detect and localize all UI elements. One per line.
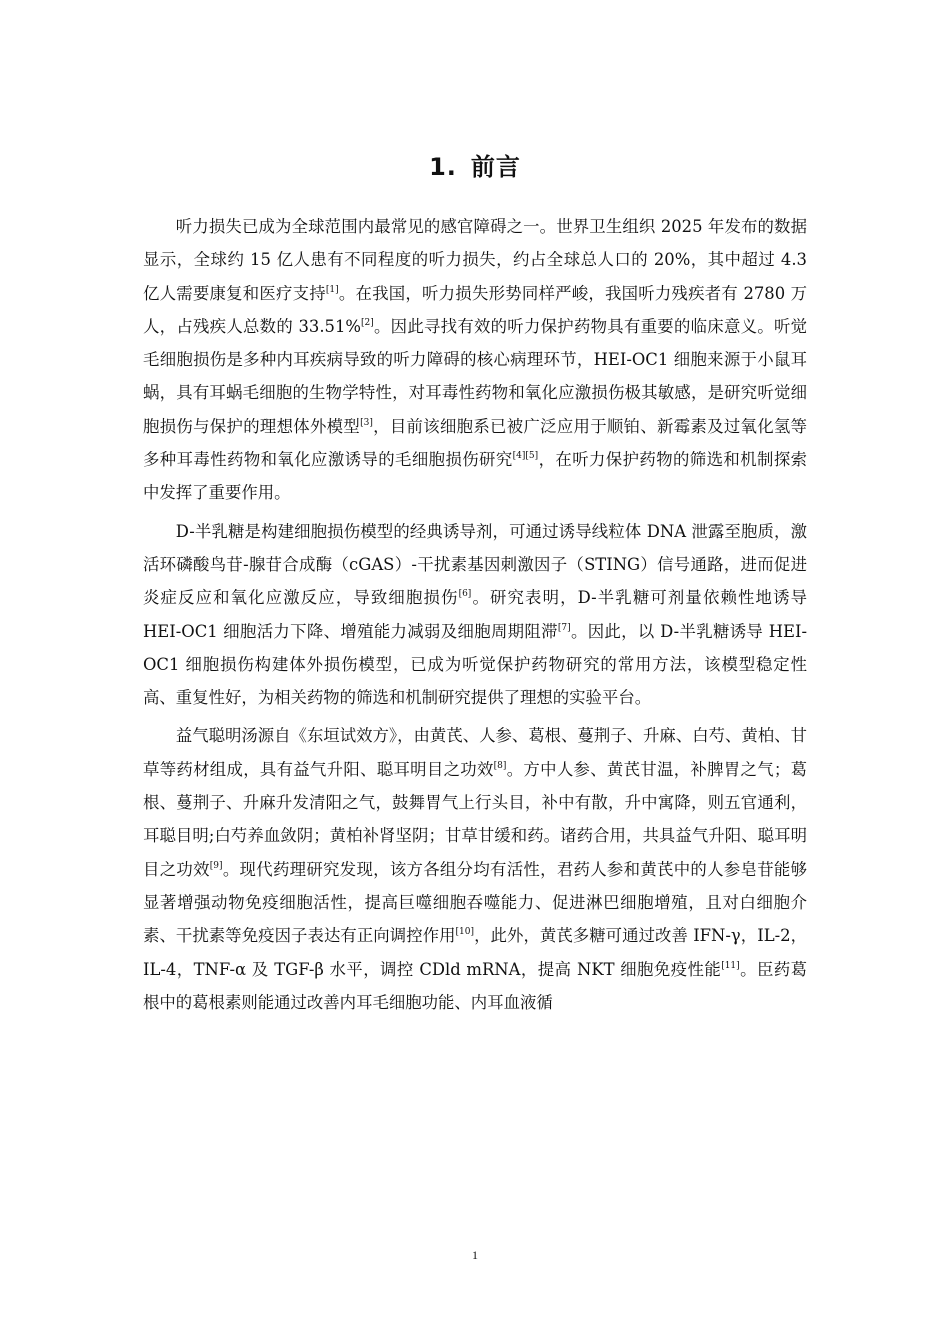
paragraph-text: 。因此，以 D-半乳糖诱导 HEI-OC1 细胞损伤构建体外损伤模型，已成为听觉保护药物研究的常用方法，该模型稳定性高、重复性好，为相关药物的筛选和机制研究提供了理想的实验平台。	[143, 621, 807, 708]
paragraph-text: 。因此寻找有效的听力保护药物具有重要的临床意义。听觉毛细胞损伤是多种内耳疾病导致的听力障碍的核心病理环节，HEI-OC1 细胞来源于小鼠耳蜗，具有耳蜗毛细胞的生物学特性，对耳毒性药物和氧化应激损伤极其敏感，是研究听觉细胞损伤与保护的理想体外模型	[143, 316, 807, 436]
citation-ref: [11]	[721, 960, 740, 971]
paragraph-text: 听力损失已成为全球范围内最常见的感官障碍之一。世界卫生组织 2025 年发布的数据显示，全球约 15 亿人患有不同程度的听力损失，约占全球总人口的 20%，其中超过 4.3 亿人需要康复和医疗支持	[143, 217, 807, 303]
section-number: 1.	[429, 153, 457, 181]
citation-ref: [9]	[209, 860, 223, 871]
citation-ref: [8]	[493, 760, 507, 771]
citation-ref: [6]	[458, 589, 472, 600]
body-text	[143, 210, 807, 1024]
citation-ref: [3]	[360, 417, 373, 428]
paragraph	[143, 210, 807, 510]
section-title: 前言	[470, 153, 521, 181]
paragraph-text: ，目前该细胞系已被广泛应用于顺铂、新霉素及过氧化氢等多种耳毒性药物和氧化应激诱导的毛细胞损伤研究	[143, 416, 808, 470]
paragraph-text: 。臣药葛根中的葛根素则能通过改善内耳毛细胞功能、内耳血液循	[143, 959, 807, 1012]
paragraph-text: ，在听力保护药物的筛选和机制探索中发挥了重要作用。	[143, 450, 808, 503]
citation-ref: [4][5]	[512, 451, 539, 462]
paragraph-text: 。在我国，听力损失形势同样严峻，我国听力残疾者有 2780 万人，占残疾人总数的 33.51%	[143, 283, 807, 336]
paragraph-text: ，此外，黄芪多糖可通过改善 IFN-γ，IL-2，IL-4，TNF-α 及 TGF-β 水平，调控 CDld mRNA，提高 NKT 细胞免疫性能	[143, 926, 808, 979]
paragraph-text: D-半乳糖是构建细胞损伤模型的经典诱导剂，可通过诱导线粒体 DNA 泄露至胞质，激活环磷酸鸟苷-腺苷合成酶（cGAS）-干扰素基因刺激因子（STING）信号通路，进而促进炎症反应和氧化应激反应，导致细胞损伤	[143, 521, 807, 608]
paragraph-text: 。现代药理研究发现，该方各组分均有活性，君药人参和黄芪中的人参皂苷能够显著增强动物免疫细胞活性，提高巨噬细胞吞噬能力、促进淋巴细胞增殖，且对白细胞介素、干扰素等免疫因子表达有正向调控作用	[143, 859, 807, 946]
paragraph	[143, 515, 807, 715]
page-number: 1	[472, 1248, 478, 1262]
paragraph-text: 。研究表明，D-半乳糖可剂量依赖性地诱导 HEI-OC1 细胞活力下降、增殖能力减弱及细胞周期阻滞	[143, 588, 807, 641]
section-heading	[0, 150, 950, 184]
paragraph-text: 。方中人参、黄芪甘温，补脾胃之气；葛根、蔓荆子、升麻升发清阳之气，鼓舞胃气上行头目，补中有散，升中寓降，则五官通利，耳聪目明;白芍养血敛阴；黄柏补肾坚阴；甘草甘缓和药。诸药合用，共具益气升阳、聪耳明目之功效	[143, 759, 807, 879]
paragraph-text: 益气聪明汤源自《东垣试效方》，由黄芪、人参、葛根、蔓荆子、升麻、白芍、黄柏、甘草等药材组成，具有益气升阳、聪耳明目之功效	[143, 726, 807, 779]
citation-ref: [2]	[360, 317, 374, 328]
citation-ref: [1]	[325, 284, 339, 295]
citation-ref: [10]	[455, 927, 475, 938]
paragraph	[143, 719, 807, 1019]
citation-ref: [7]	[557, 622, 571, 633]
